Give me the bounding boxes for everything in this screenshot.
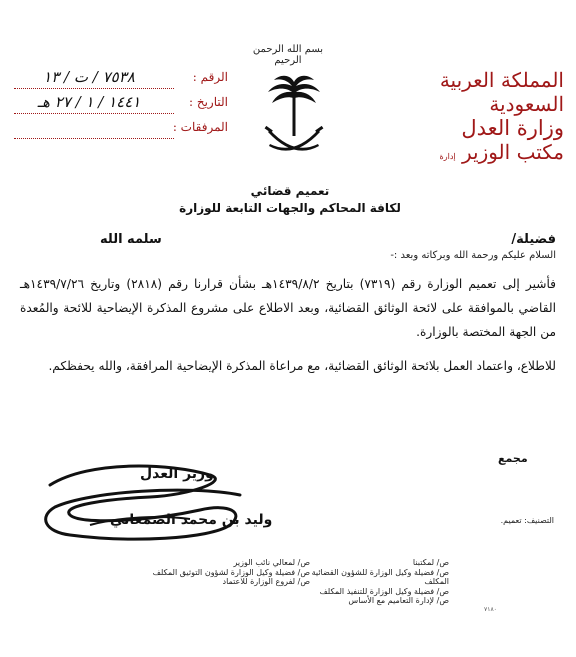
- number-value: ٧٥٣٨ / ت / ١٣: [43, 68, 135, 86]
- ministry-name: وزارة العدل: [461, 116, 564, 140]
- distribution-item: ص/ فضيلة وكيل الوزارة لشؤون التوثيق المكلف: [152, 567, 310, 577]
- basmala: بسم الله الرحمن الرحيم: [252, 44, 324, 66]
- footer-code: ٧١٨٠: [484, 606, 497, 613]
- office-title: مكتب الوزير: [461, 140, 564, 164]
- distribution-item: ص/ لإدارة التعاميم مع الأساس: [348, 596, 449, 605]
- letterhead-ministry-block: [368, 68, 564, 164]
- date-value: ١٤٤١ / ١ / ٢٧ هـ: [37, 93, 141, 111]
- distribution-list-left: [150, 558, 310, 587]
- letter-body: [20, 272, 556, 378]
- distribution-item: ص/ لفروع الوزارة للاعتماد: [222, 577, 310, 586]
- signatory-name: وليد بن محمد الصمعاني: [110, 512, 273, 528]
- paragraph-gap: [20, 344, 556, 354]
- blessing: سلمه الله: [100, 232, 162, 247]
- reference-number-row: [14, 70, 228, 95]
- office-name: [368, 140, 564, 164]
- attachments-dotted-line: [14, 138, 174, 139]
- reference-date-row: [14, 95, 228, 120]
- reference-attachments-row: [14, 120, 228, 145]
- number-dotted-line: [14, 88, 174, 89]
- greeting: السلام عليكم ورحمة الله وبركاته وبعد :-: [390, 250, 556, 261]
- circular-title-line1: تعميم قضائي: [250, 184, 330, 198]
- attachments-label: المرفقات :: [172, 120, 228, 134]
- date-label: التاريخ :: [188, 95, 228, 109]
- classification: التصنيف: تعميم.: [500, 516, 554, 525]
- circular-title-line2: لكافة المحاكم والجهات التابعة للوزارة: [179, 201, 401, 215]
- reference-block: [14, 70, 228, 145]
- country-name: المملكة العربية السعودية: [439, 68, 564, 116]
- distribution-item: ص/ فضيلة وكيل الوزارة للتنفيذ المكلف: [319, 586, 449, 596]
- saudi-emblem-icon: [262, 72, 326, 162]
- distribution-item: ص/ فضيلة وكيل الوزارة للشؤون القضائية المكلف: [311, 567, 449, 586]
- addressee: فضيلة/: [511, 232, 556, 247]
- distribution-item: ص/ لمعالي نائب الوزير: [233, 558, 310, 567]
- signatory-title: وزير العدل: [140, 466, 214, 482]
- body-paragraph-1: فأشير إلى تعميم الوزارة رقم (٧٣١٩) بتاريخ ١٤٣٩/٨/٢هـ بشأن قرارنا رقم (٢٨١٨) وتاريخ ١٤٣٩/٧/٢٦هـ القاضي بالموافقة على لائحة الوثائق القضائية، وبعد الاطلاع على مشروع المذكرة الإيضاحية للائحة والمُعدة من الجهة المختصة بالوزارة.: [20, 277, 557, 339]
- body-paragraph-2: للاطلاع، واعتماد العمل بلائحة الوثائق القضائية، مع مراعاة المذكرة الإيضاحية المرافقة، والله يحفظكم.: [48, 359, 556, 373]
- circular-title: [160, 183, 420, 217]
- date-dotted-line: [14, 113, 174, 114]
- office-subtitle: إدارة: [439, 152, 456, 161]
- distribution-item: ص/ لمكتبنا: [412, 558, 449, 567]
- number-label: الرقم :: [192, 70, 228, 84]
- stamp-mark: مجمع: [498, 452, 528, 465]
